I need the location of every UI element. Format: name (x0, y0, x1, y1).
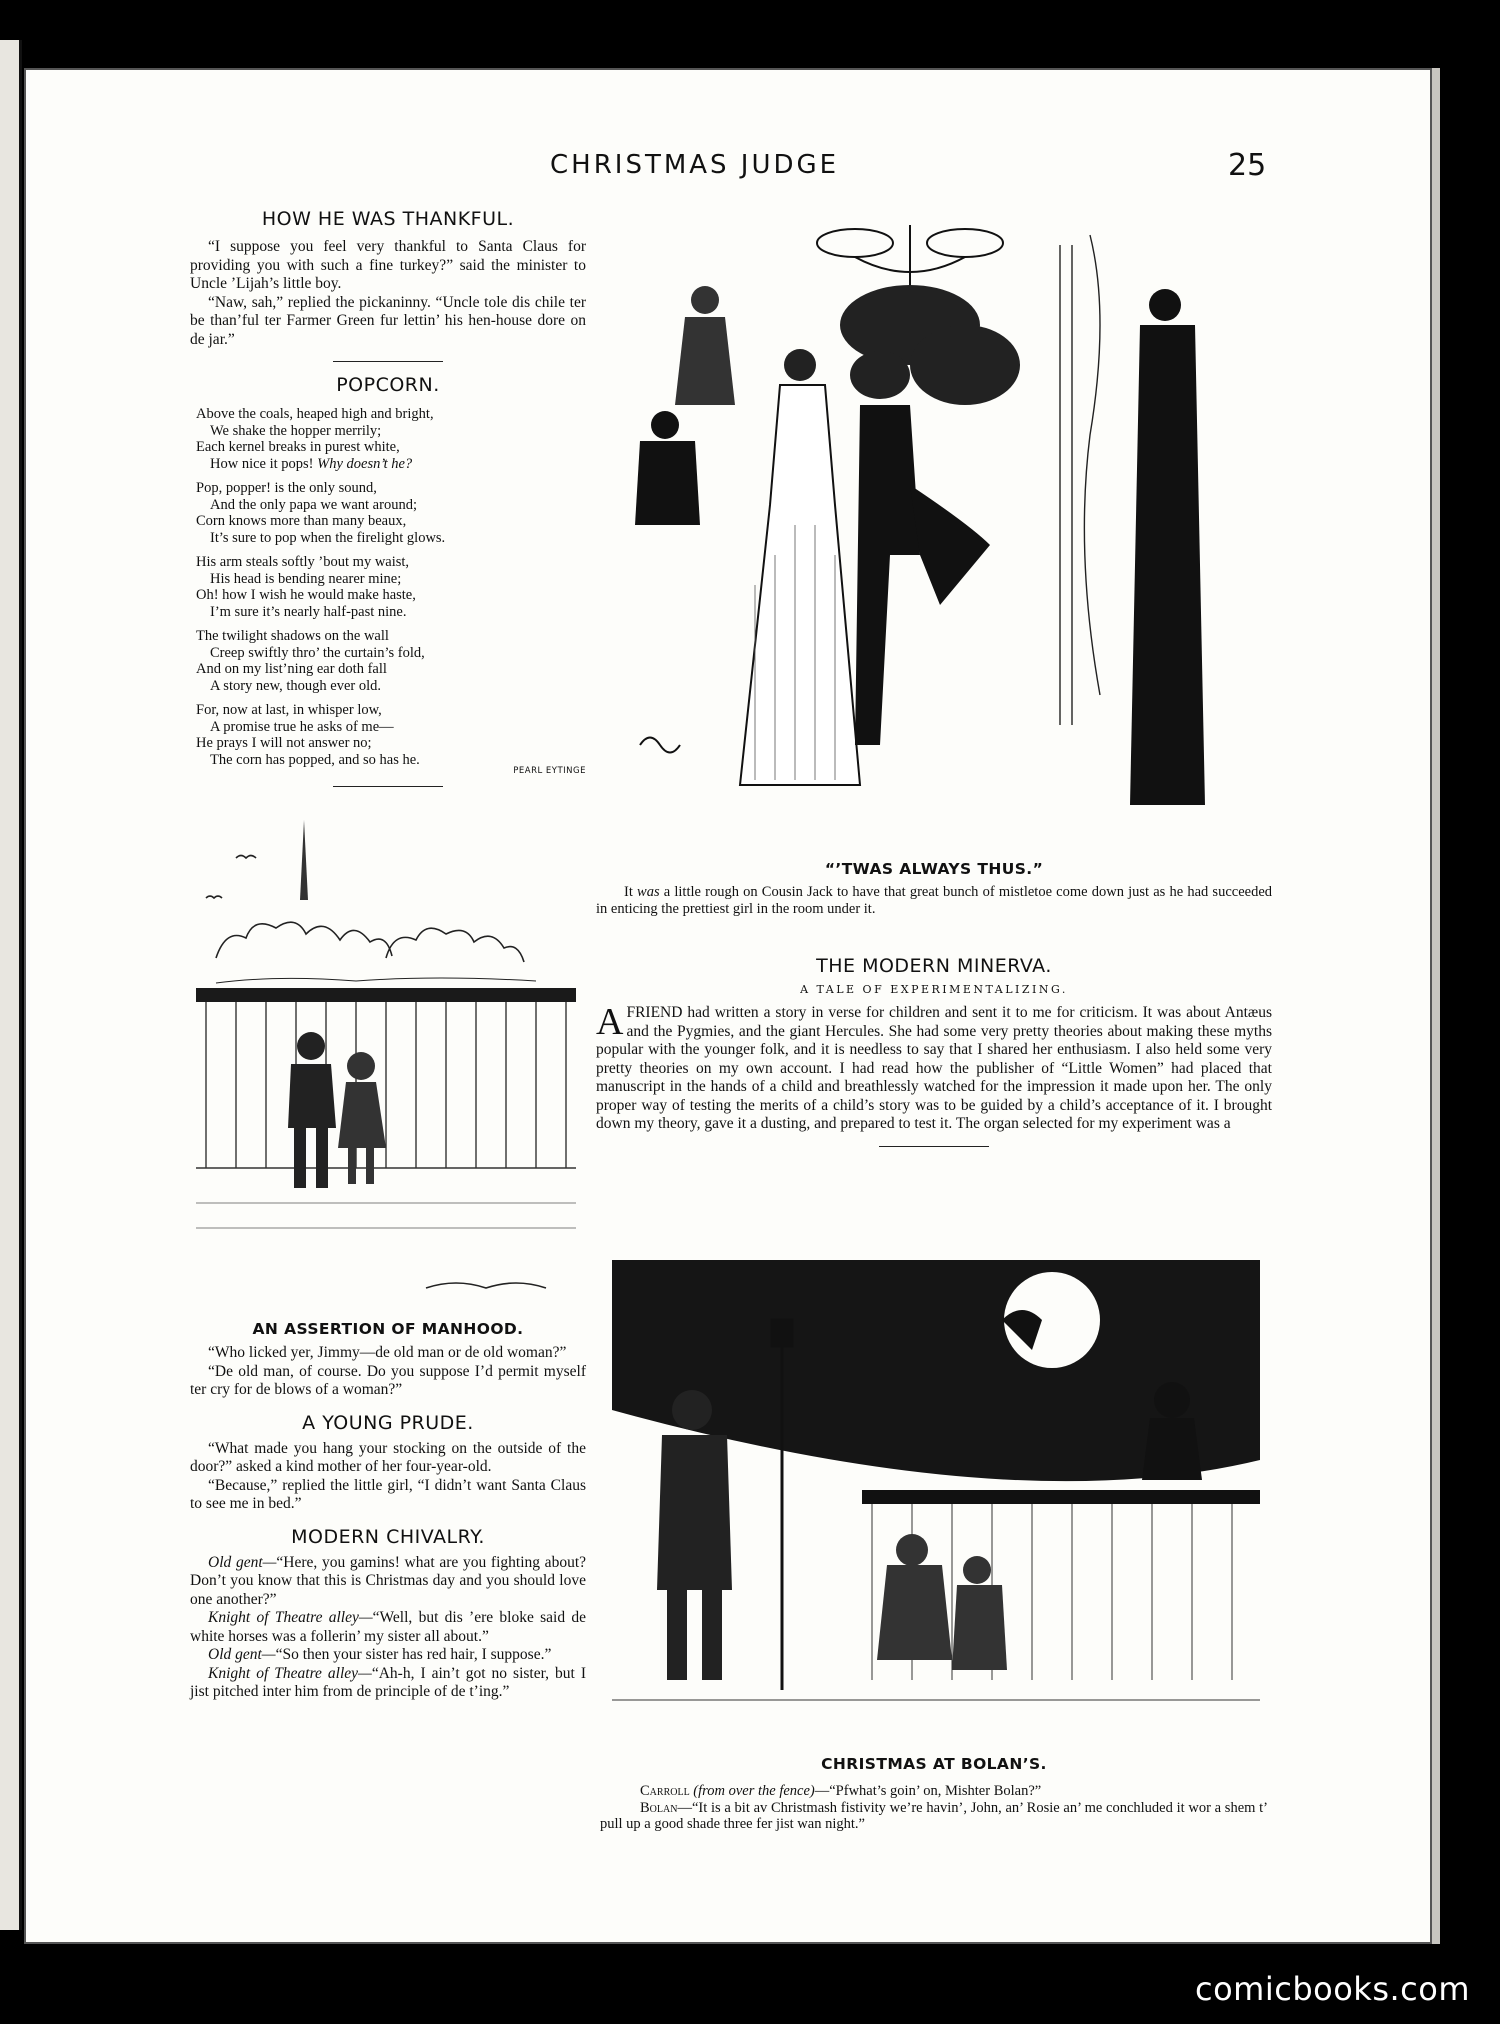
poem-line: Oh! how I wish he would make haste, (196, 587, 416, 603)
left-column (190, 208, 586, 787)
standing-man-figure (1130, 289, 1205, 805)
poem-line-text: How nice it pops! (210, 455, 314, 472)
prude-title: A YOUNG PRUDE. (302, 1411, 474, 1434)
poem-line: For, now at last, in whisper low, (196, 702, 382, 718)
girl-figure (338, 1052, 386, 1184)
chivalry-speaker: Knight of Theatre alley— (208, 1664, 372, 1682)
seated-man-figure (635, 411, 700, 525)
popcorn-poem (190, 406, 586, 776)
tree-foliage (216, 922, 536, 983)
chivalry-speaker: Old gent— (208, 1553, 277, 1571)
chivalry-line-4 (190, 1665, 586, 1702)
poem-line: His head is bending nearer mine; (210, 570, 402, 587)
artist-signature-icon (426, 1283, 546, 1288)
bolan-night-illustration (612, 1260, 1260, 1734)
caption-part: It (624, 884, 638, 900)
poem-line: Pop, popper! is the only sound, (196, 480, 377, 496)
chivalry-line-2 (190, 1609, 586, 1646)
fence (196, 1002, 576, 1168)
chivalry-line-1 (190, 1554, 586, 1610)
poem-line (196, 456, 586, 473)
poem-stanza-4 (196, 628, 586, 694)
minerva-title: THE MODERN MINERVA. (816, 955, 1052, 977)
poem-line: Corn knows more than many beaux, (196, 513, 407, 529)
seated-couple-figure (877, 1534, 1007, 1670)
drapery (1060, 235, 1100, 725)
chivalry-text: “Well, but dis ’ere bloke said de white horses was a follerin’ my sister all about.” (190, 1609, 586, 1645)
cousin-jack-figure (855, 405, 990, 745)
chivalry-speaker: Old gent— (208, 1646, 276, 1663)
poem-stanza-5 (196, 702, 586, 768)
fence-children-illustration (196, 808, 576, 1306)
poem-line: We shake the hopper merrily; (210, 422, 382, 439)
minerva-body: FRIEND had written a story in verse for children and sent it to me for criticism. It was about Antæus and the Pygmies, and the giant Hercules. She had some very pretty theories about making these myths popular with the younger folk, and it is needless to say that I shared her enthusiasm. I also held some very pretty theories on my own account. I had read how the publisher of “Little Women” had placed that manuscript in the hands of a child and breathlessly watched for the impression it made upon her. The only proper way of testing the merits of a child’s story was to be guided by a child’s acceptance of it. I brought down my theory, gave it a dusting, and prepared to test it. The organ selected for my experiment was a (596, 1004, 1272, 1132)
mistletoe-party-illustration (620, 225, 1250, 835)
bolan-title: CHRISTMAS AT BOLAN’S. (821, 1755, 1047, 1773)
caption-italic: was (637, 884, 660, 900)
manhood-paragraph-1: “Who licked yer, Jimmy—de old man or de old woman?” (208, 1344, 567, 1361)
divider (333, 786, 443, 787)
bolan-text: —“Pfwhat’s goin’ on, Mishter Bolan?” (814, 1783, 1042, 1799)
caption-part: a little rough on Cousin Jack to have that great bunch of mistletoe come down just as he had succeeded in enticing the prettiest girl in the room under it. (596, 884, 1273, 917)
divider (879, 1146, 989, 1147)
lady-in-gown-figure (740, 349, 860, 785)
facing-page-edge (0, 40, 22, 1930)
poem-line: And the only papa we want around; (210, 496, 417, 513)
thus-caption-block (596, 860, 1272, 917)
bolan-speaker: Bolan (640, 1799, 678, 1816)
roof-band (196, 988, 576, 1002)
chandelier-icon (817, 225, 1003, 295)
prude-paragraph-2: “Because,” replied the little girl, “I didn’t want Santa Claus to see me in bed.” (190, 1476, 586, 1512)
chivalry-line-3 (190, 1646, 586, 1665)
seated-lady-figure (675, 286, 735, 405)
birds-icon (206, 856, 256, 899)
chivalry-text: “Ah-h, I ain’t got no sister, but I jist pitched inter him from de principle of de t’ing.” (190, 1664, 586, 1700)
poem-line: Each kernel breaks in purest white, (196, 439, 400, 455)
bolan-caption-block (600, 1755, 1268, 1833)
poem-line: A story new, though ever old. (210, 677, 382, 694)
poem-line: And on my list’ning ear doth fall (196, 661, 387, 677)
popcorn-title: POPCORN. (336, 374, 440, 396)
bolan-line-1 (600, 1783, 1268, 1800)
divider (333, 361, 443, 362)
thankful-paragraph-2: “Naw, sah,” replied the pickaninny. “Uncle tole dis chile ter be than’ful ter Farmer Green fur lettin’ his hen-house dore on de jar.” (190, 293, 586, 348)
page-number: 25 (1228, 148, 1267, 183)
poem-line: I’m sure it’s nearly half-past nine. (210, 603, 407, 620)
boy-figure (288, 1032, 336, 1188)
artist-monogram-icon (640, 738, 680, 753)
prude-paragraph-1: “What made you hang your stocking on the outside of the door?” asked a kind mother of her four-year-old. (190, 1439, 586, 1475)
thus-caption (596, 884, 1272, 917)
bolan-line-2 (600, 1800, 1268, 1833)
page-edge-shadow (1432, 68, 1440, 1944)
poem-line: It’s sure to pop when the firelight glows. (210, 529, 446, 546)
steeple-icon (300, 820, 308, 900)
poem-line: His arm steals softly ’bout my waist, (196, 554, 410, 570)
bolan-text: —“It is a bit av Christmash fistivity we’re havin’, John, an’ Rosie an’ me conchluded it wor a shem t’ pull up a good shade three fer jist wan night.” (600, 1799, 1268, 1832)
thankful-paragraph-1: “I suppose you feel very thankful to Santa Claus for providing you with such a fine turkey?” said the minister to Uncle ’Lijah’s little boy. (190, 238, 586, 292)
chivalry-title: MODERN CHIVALRY. (291, 1525, 485, 1548)
chivalry-text: “So then your sister has red hair, I suppose.” (275, 1646, 552, 1663)
minerva-text (596, 1001, 1272, 1134)
poem-italic-phrase: Why doesn’t he? (317, 455, 413, 472)
bolan-speaker: Carroll (640, 1783, 690, 1799)
thankful-title: HOW HE WAS THANKFUL. (261, 208, 515, 230)
ground-lines (196, 1203, 576, 1228)
bolan-aside: (from over the fence) (693, 1783, 815, 1799)
poem-line: The corn has popped, and so has he. (210, 751, 420, 768)
thus-title: “’TWAS ALWAYS THUS.” (824, 860, 1044, 878)
chivalry-speaker: Knight of Theatre alley— (208, 1609, 373, 1626)
minerva-subtitle: A TALE OF EXPERIMENTALIZING. (800, 983, 1068, 996)
drop-cap: A (596, 1001, 624, 1043)
poem-stanza-1 (196, 406, 586, 472)
manhood-title: AN ASSERTION OF MANHOOD. (252, 1320, 524, 1338)
mistletoe-bunch-icon (840, 285, 1020, 405)
page-header-title: CHRISTMAS JUDGE (550, 150, 840, 180)
poem-author: PEARL EYTINGE (513, 766, 586, 776)
minerva-block (596, 955, 1272, 1147)
poem-line: Above the coals, heaped high and bright, (196, 406, 434, 422)
manhood-paragraph-2: “De old man, of course. Do you suppose I’d permit myself ter cry for de blows of a woman?” (190, 1362, 586, 1398)
poem-stanza-2 (196, 480, 586, 546)
poem-line: Creep swiftly thro’ the curtain’s fold, (210, 644, 425, 661)
site-watermark: comicbooks.com (1194, 1970, 1470, 2008)
poem-line: The twilight shadows on the wall (196, 628, 389, 644)
chivalry-text: “Here, you gamins! what are you fighting about? Don’t you know that this is Christmas day and you should love one another?” (190, 1553, 587, 1608)
fence-top (862, 1490, 1260, 1504)
poem-line: A promise true he asks of me— (210, 718, 394, 735)
poem-stanza-3 (196, 554, 586, 620)
poem-line: He prays I will not answer no; (196, 735, 372, 751)
left-lower-column (190, 1320, 586, 1702)
